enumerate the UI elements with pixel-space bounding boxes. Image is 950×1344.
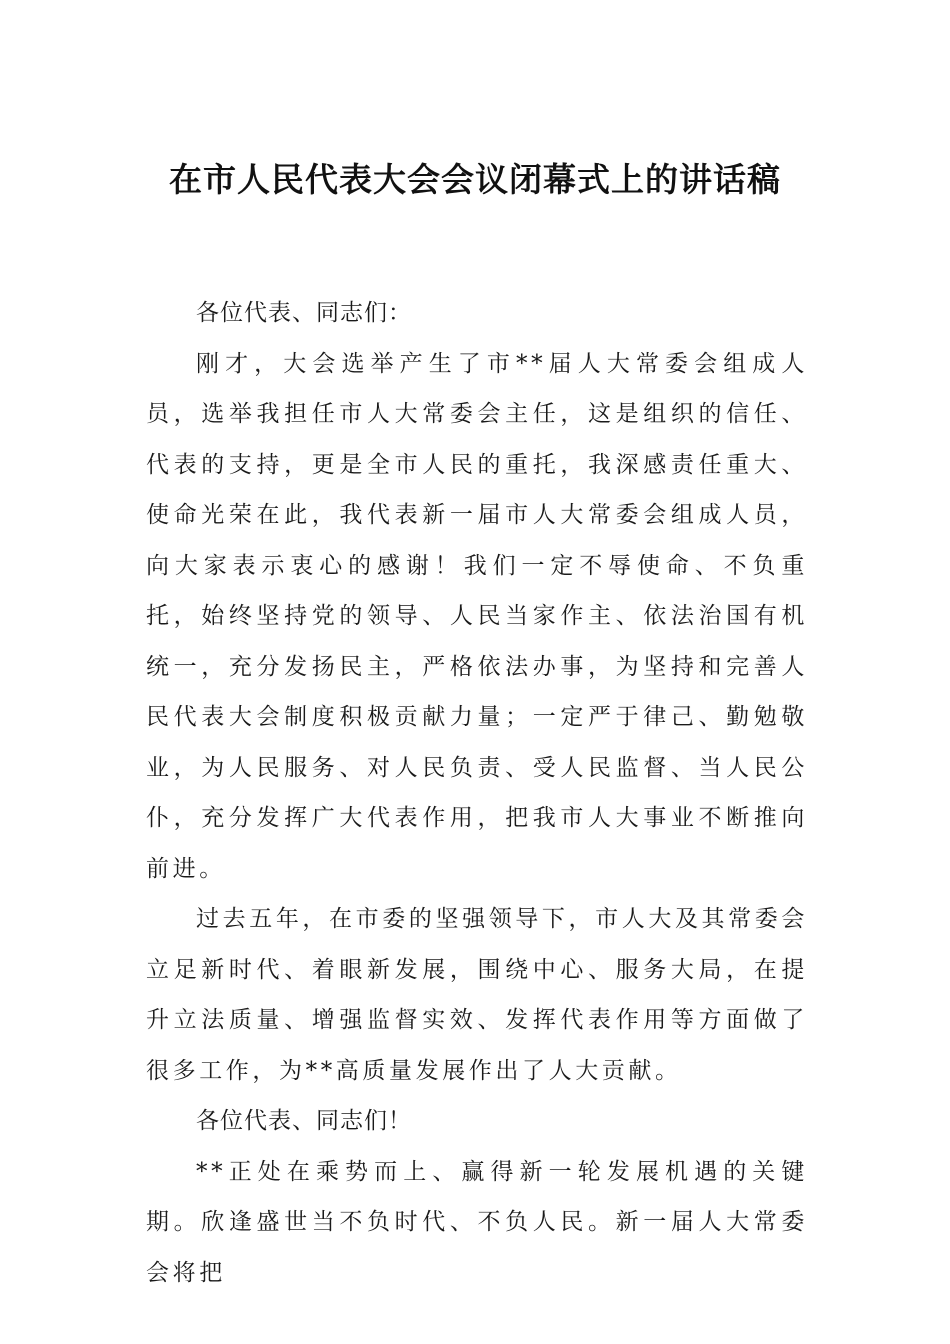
document-body (146, 288, 808, 1298)
paragraph-election: 刚才，大会选举产生了市**届人大常委会组成人员，选举我担任市人大常委会主任，这是组织的信任、代表的支持，更是全市人民的重托，我深感责任重大、使命光荣在此，我代表新一届市人大常委会组成人员，向大家表示衷心的感谢！我们一定不辱使命、不负重托，始终坚持党的领导、人民当家作主、依法治国有机统一，充分发扬民主，严格依法办事，为坚持和完善人民代表大会制度积极贡献力量；一定严于律己、勤勉敬业，为人民服务、对人民负责、受人民监督、当人民公仆，充分发挥广大代表作用，把我市人大事业不断推向前进。 (146, 350, 808, 882)
document-title: 在市人民代表大会会议闭幕式上的讲话稿 (169, 160, 781, 199)
paragraph-greeting-second: 各位代表、同志们！ (196, 1108, 412, 1134)
paragraph-past-five-years: 过去五年，在市委的坚强领导下，市人大及其常委会立足新时代、着眼新发展，围绕中心、服务大局，在提升立法质量、增强监督实效、发挥代表作用等方面做了很多工作，为**高质量发展作出了人大贡献。 (146, 906, 808, 1084)
paragraph-outlook: **正处在乘势而上、赢得新一轮发展机遇的关键期。欣逢盛世当不负时代、不负人民。新一届人大常委会将把 (146, 1158, 808, 1286)
paragraph-greeting: 各位代表、同志们： (196, 300, 412, 326)
